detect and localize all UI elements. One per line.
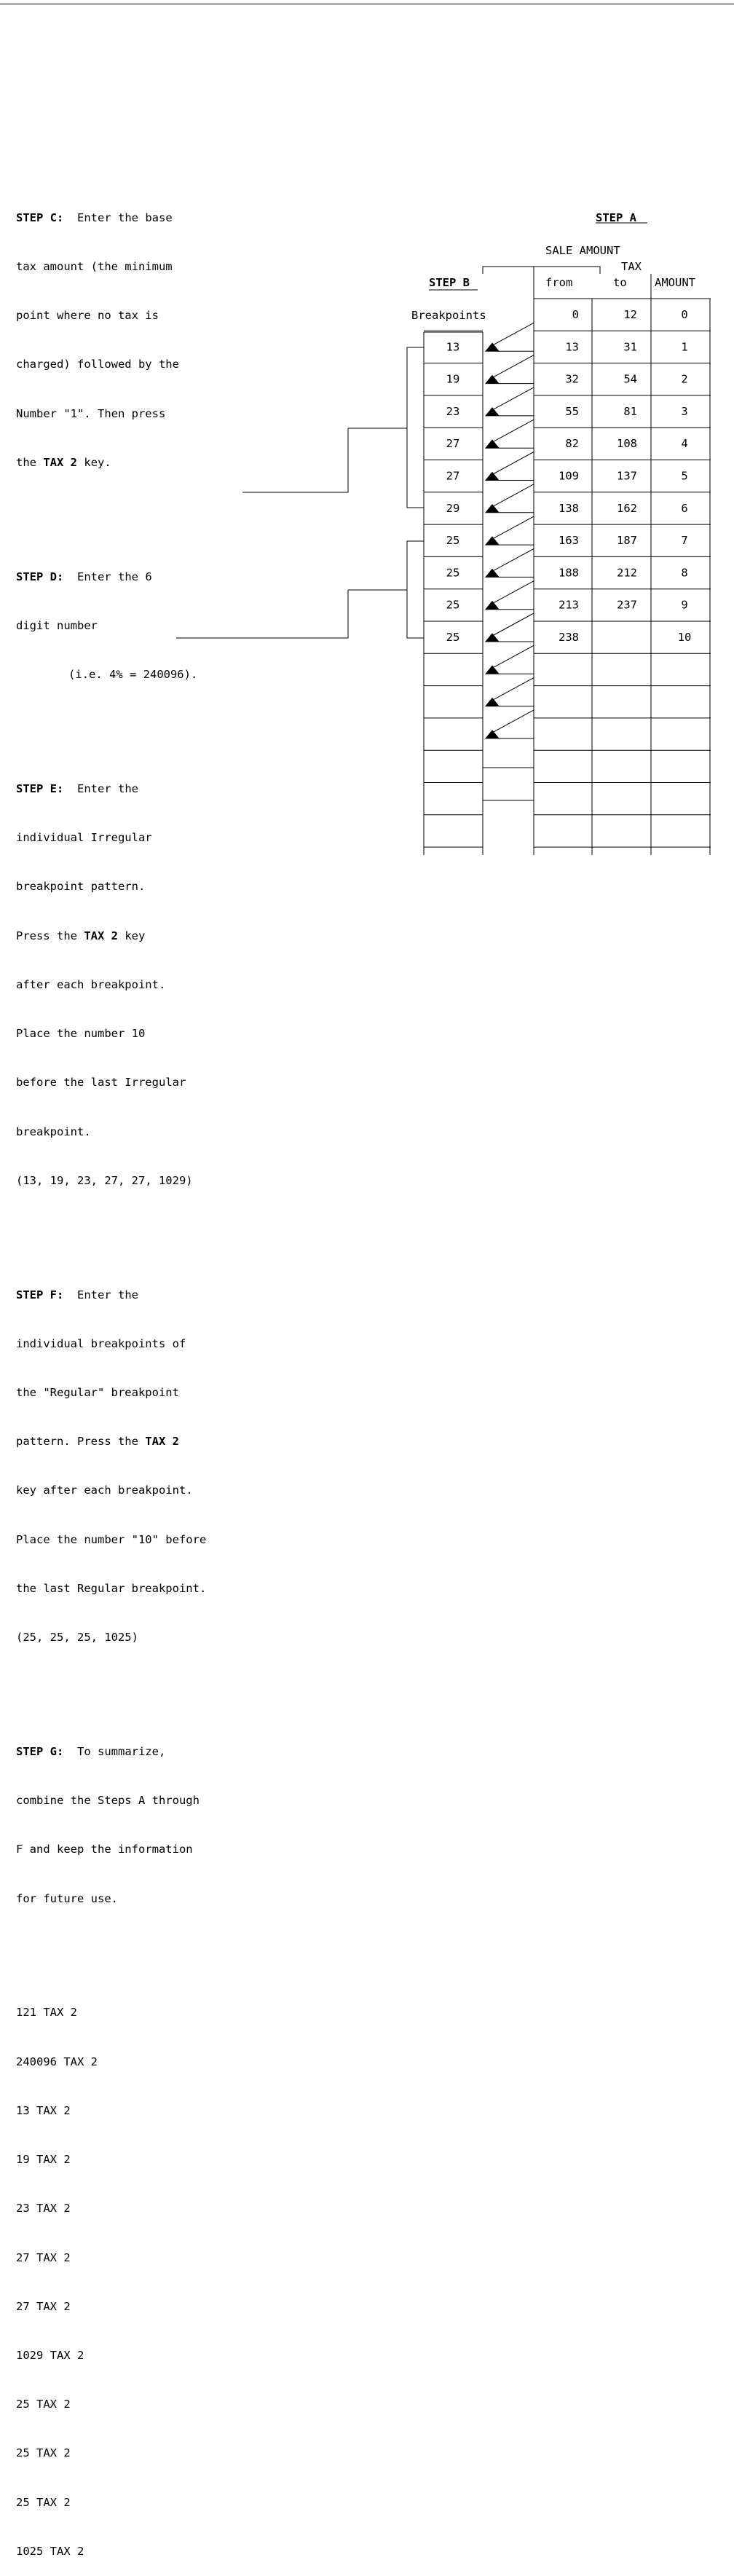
step-g-text: combine the Steps A through	[16, 1794, 200, 1808]
tax2-key: TAX 2	[145, 1435, 179, 1449]
summary-line: 25 TAX 2	[16, 2398, 71, 2411]
arrow-marker-icon	[486, 634, 499, 642]
summary-line: 27 TAX 2	[16, 2250, 71, 2264]
summary-line: 240096 TAX 2	[16, 2055, 98, 2068]
arrow-marker-icon	[486, 666, 499, 674]
step-c-text: tax amount (the minimum	[16, 260, 173, 274]
irregular-brace	[407, 347, 424, 508]
sale-from-cell: 55	[565, 404, 579, 418]
summary-line: 25 TAX 2	[16, 2446, 71, 2460]
sale-to-cell: 81	[623, 404, 637, 418]
tax-amount-cell: 1	[681, 340, 688, 354]
step-e-text: Enter the	[77, 782, 138, 795]
step-f-text: the "Regular" breakpoint	[16, 1386, 179, 1400]
summary-line: 1025 TAX 2	[16, 2544, 84, 2558]
arrow-marker-icon	[486, 376, 499, 384]
breakpoint-cell: 25	[446, 566, 460, 580]
arrow-marker-icon	[486, 569, 499, 577]
step-f-text: individual breakpoints of	[16, 1336, 186, 1350]
step-f-text: key after each breakpoint.	[16, 1484, 193, 1497]
step-f-text: Place the number "10" before	[16, 1532, 207, 1546]
arrow-leader	[492, 581, 534, 604]
breakpoint-cell: 29	[446, 501, 460, 515]
arrow-marker-icon	[486, 730, 499, 738]
breakpoint-cell: 25	[446, 631, 460, 644]
step-g-label: STEP G:	[16, 1744, 64, 1758]
summary-line: 19 TAX 2	[16, 2153, 71, 2167]
column-header-amount: AMOUNT	[655, 276, 695, 289]
tax-amount-cell: 5	[681, 469, 688, 483]
regular-pointer	[176, 590, 348, 638]
irregular-pointer	[242, 428, 348, 492]
step-e-text: Place the number 10	[16, 1027, 146, 1041]
breakpoint-cell: 25	[446, 534, 460, 548]
sale-from-cell: 213	[559, 598, 579, 612]
arrow-marker-icon	[486, 440, 499, 448]
sale-from-cell: 188	[559, 566, 579, 580]
breakpoint-cell: 23	[446, 404, 460, 418]
sale-from-cell: 138	[559, 501, 579, 515]
step-f-text: Enter the	[77, 1288, 138, 1301]
arrow-leader	[492, 516, 534, 539]
step-g-text: To summarize,	[77, 1744, 166, 1758]
tax-amount-cell: 2	[681, 372, 688, 386]
step-d-text: Enter the 6	[77, 570, 152, 583]
arrow-leader	[492, 484, 534, 507]
step-d-text: digit number	[16, 618, 98, 632]
sale-from-cell: 238	[559, 631, 579, 644]
arrow-leader	[492, 452, 534, 475]
arrow-leader	[492, 613, 534, 636]
step-e-text: after each breakpoint.	[16, 977, 166, 991]
summary-line: 27 TAX 2	[16, 2299, 71, 2313]
sale-to-cell: 162	[617, 501, 637, 515]
step-c-label: STEP C:	[16, 210, 64, 224]
regular-brace	[407, 541, 424, 638]
sale-to-cell: 12	[623, 308, 637, 321]
breakpoint-cell: 25	[446, 598, 460, 612]
arrow-marker-icon	[486, 698, 499, 706]
breakpoints-label: Breakpoints	[411, 309, 486, 322]
sale-from-cell: 13	[565, 340, 579, 354]
summary-line: 13 TAX 2	[16, 2103, 71, 2117]
arrow-marker-icon	[486, 343, 499, 351]
arrow-leader	[492, 355, 534, 378]
sale-amount-bracket	[483, 267, 600, 274]
summary-line: 1029 TAX 2	[16, 2348, 84, 2362]
arrow-marker-icon	[486, 408, 499, 416]
summary-line: 25 TAX 2	[16, 2495, 71, 2509]
step-f-line-1	[16, 1287, 264, 1303]
tax-amount-cell: 4	[681, 437, 688, 451]
step-c-text: Enter the base	[77, 210, 173, 224]
step-e-sequence: (13, 19, 23, 27, 27, 1029)	[16, 1173, 193, 1187]
summary-line: 23 TAX 2	[16, 2202, 71, 2215]
arrow-leader	[492, 323, 534, 345]
arrow-leader	[492, 710, 534, 733]
breakpoint-cell: 27	[446, 437, 460, 451]
sale-from-cell: 82	[565, 437, 579, 451]
step-e-text: breakpoint pattern.	[16, 880, 146, 894]
step-c-text: key.	[77, 455, 111, 469]
arrow-leader	[492, 678, 534, 701]
step-g-line-1	[16, 1744, 264, 1760]
tax-amount-cell: 3	[681, 404, 688, 418]
sale-to-cell: 54	[623, 372, 637, 386]
arrow-marker-icon	[486, 537, 499, 545]
arrow-marker-icon	[486, 505, 499, 513]
step-f-text: the last Regular breakpoint.	[16, 1581, 207, 1595]
tax-amount-cell: 8	[681, 566, 688, 580]
step-e-text: breakpoint.	[16, 1124, 91, 1138]
step-e-label: STEP E:	[16, 782, 64, 795]
summary-line: 121 TAX 2	[16, 2006, 77, 2020]
sale-from-cell: 0	[572, 308, 579, 321]
sale-amount-label: SALE AMOUNT	[545, 244, 620, 257]
tax-amount-cell: 6	[681, 501, 688, 515]
step-c-text: point where no tax is	[16, 309, 159, 323]
arrow-leader	[492, 548, 534, 571]
step-c-text: the	[16, 455, 44, 469]
arrow-leader	[492, 645, 534, 668]
step-b-heading: STEP B	[429, 276, 470, 289]
step-f-label: STEP F:	[16, 1288, 64, 1301]
column-header-from: from	[545, 276, 573, 289]
sale-to-cell: 237	[617, 598, 637, 612]
sale-to-cell: 31	[623, 340, 637, 354]
step-f-sequence: (25, 25, 25, 1025)	[16, 1631, 138, 1645]
column-header-to: to	[613, 276, 627, 289]
step-e-text: before the last Irregular	[16, 1076, 186, 1090]
tax-amount-cell: 9	[681, 598, 688, 612]
step-g-text: for future use.	[16, 1891, 118, 1905]
arrow-marker-icon	[486, 602, 499, 610]
breakpoint-cell: 27	[446, 469, 460, 483]
tax-label: TAX	[621, 260, 642, 273]
step-c-text: charged) followed by the	[16, 358, 179, 371]
step-f-text: pattern. Press the	[16, 1435, 146, 1449]
step-e-text: individual Irregular	[16, 831, 152, 845]
tax-amount-cell: 0	[681, 308, 688, 321]
sale-from-cell: 109	[559, 469, 579, 483]
step-a-heading: STEP A	[596, 211, 636, 224]
step-e-text: Press the	[16, 929, 84, 942]
tax2-key: TAX 2	[84, 929, 118, 942]
step-d-text: (i.e. 4% = 240096).	[68, 668, 198, 682]
step-c-text: Number "1". Then press	[16, 406, 166, 420]
sale-from-cell: 32	[565, 372, 579, 386]
sale-to-cell: 108	[617, 437, 637, 451]
arrow-marker-icon	[486, 473, 499, 481]
breakpoint-cell: 19	[446, 372, 460, 386]
sale-to-cell: 187	[617, 534, 637, 548]
sale-to-cell: 137	[617, 469, 637, 483]
step-d-label: STEP D:	[16, 570, 64, 583]
breakpoint-diagram	[0, 0, 734, 946]
sale-from-cell: 163	[559, 534, 579, 548]
breakpoint-cell: 13	[446, 340, 460, 354]
arrow-leader	[492, 420, 534, 442]
tax-amount-cell: 7	[681, 534, 688, 548]
step-g-text: F and keep the information	[16, 1843, 193, 1856]
arrow-leader	[492, 387, 534, 410]
tax2-key: TAX 2	[43, 455, 77, 469]
sale-to-cell: 212	[617, 566, 637, 580]
tax-amount-cell: 10	[677, 631, 692, 644]
step-f-text	[16, 1433, 264, 1449]
step-e-text: key	[118, 929, 146, 942]
